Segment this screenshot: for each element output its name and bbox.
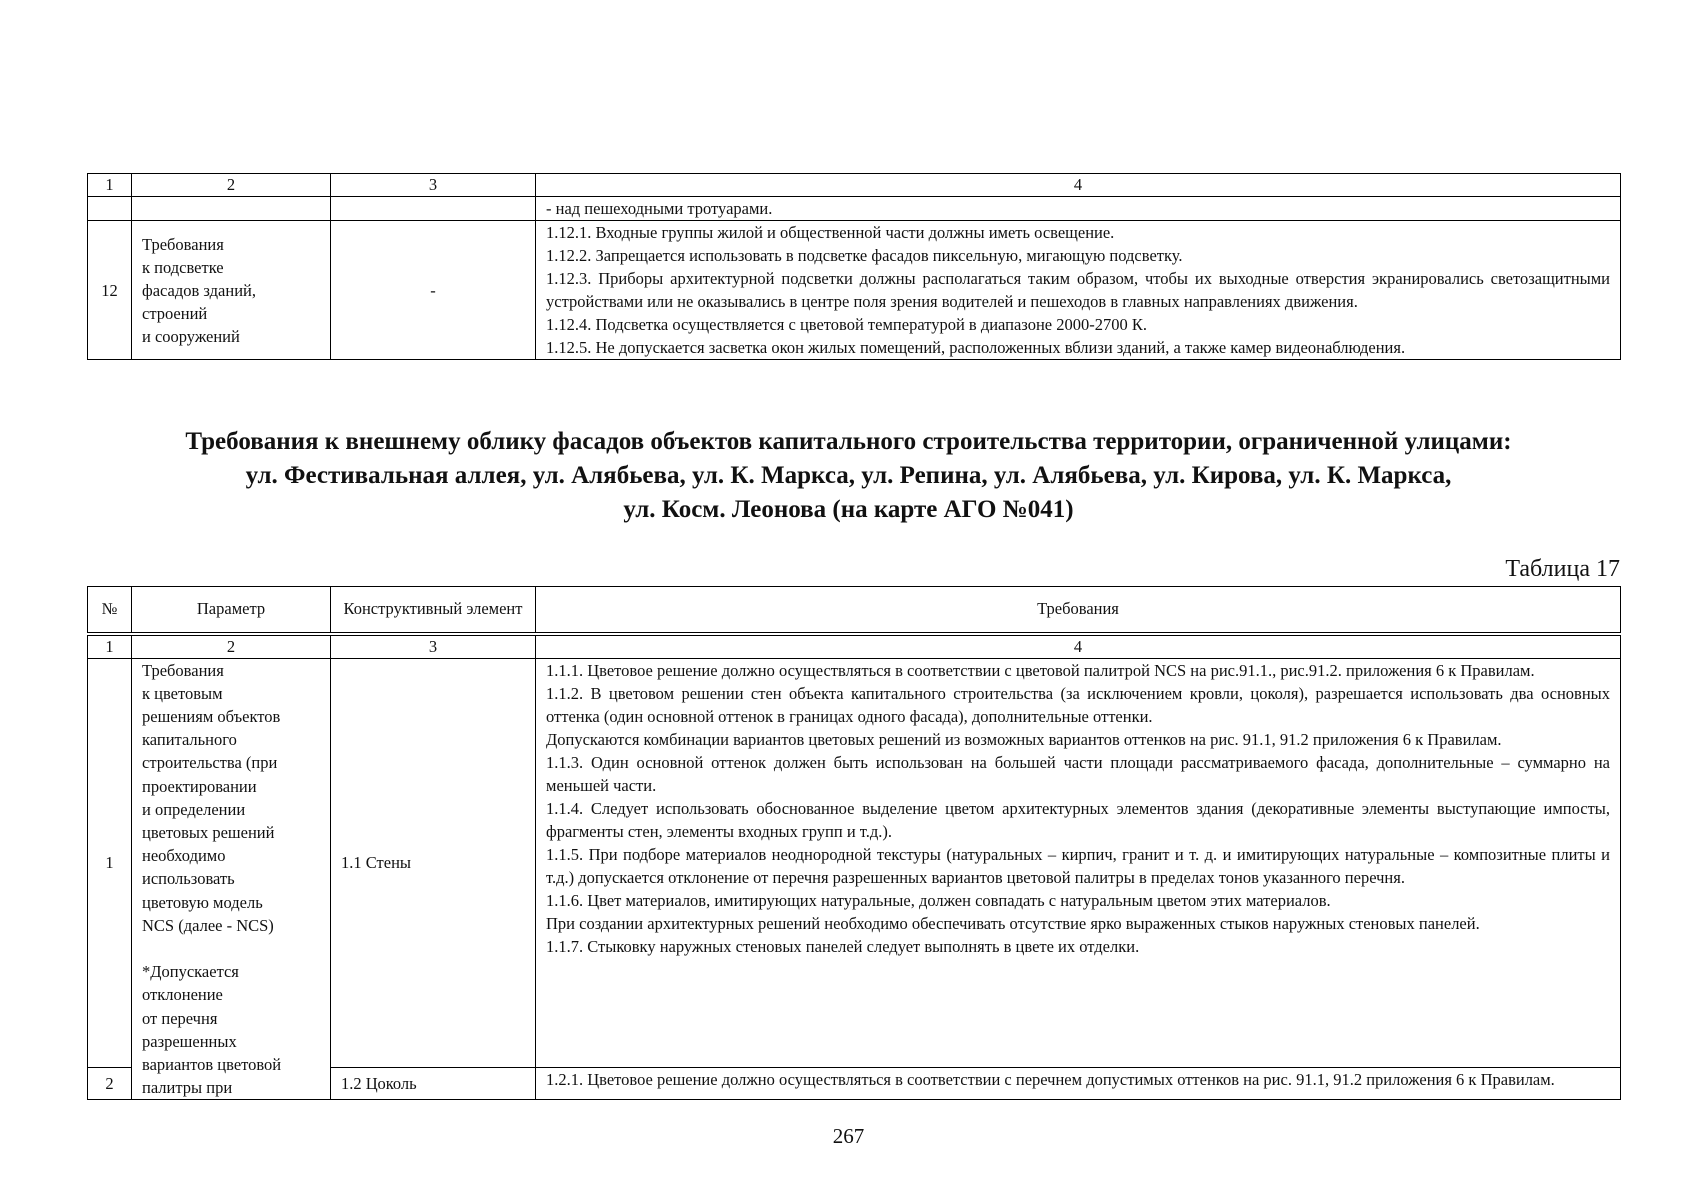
requirement-item: 1.1.5. При подборе материалов неоднородной текстуры (натуральных – кирпич, гранит и т. д. и имитирующих натуральные – композитные плиты и т.д.) допускается отклонение от перечня разрешенных вариантов цветовой палитры в пределах тонов указанного перечня. [546, 844, 1610, 887]
continuation-table [87, 173, 1621, 360]
requirement-item: 1.1.7. Стыковку наружных стеновых панелей следует выполнять в цвете их отделки. [546, 936, 1140, 956]
continuation-cell: - над пешеходными тротуарами. [536, 197, 1621, 221]
header-requirements: Требования [536, 587, 1621, 634]
column-number: 2 [132, 174, 331, 197]
requirement-item: 1.12.2. Запрещается использовать в подсветке фасадов пиксельную, мигающую подсветку. [546, 246, 1183, 265]
table-caption: Таблица 17 [1505, 556, 1620, 582]
column-number: 3 [331, 174, 536, 197]
header-number: № [88, 587, 132, 634]
page-number: 267 [832, 1124, 865, 1148]
requirement-item: 1.12.5. Не допускается засветка окон жилых помещений, расположенных вблизи зданий, а также камер видеонаблюдения. [546, 338, 1406, 357]
row-number: 12 [88, 221, 132, 360]
table-header-row [88, 587, 1621, 634]
table-row-12 [88, 221, 1621, 360]
table-17 [87, 586, 1621, 1100]
column-number: 1 [88, 634, 132, 659]
column-number: 1 [88, 174, 132, 197]
requirement-item: 1.1.2. В цветовом решении стен объекта капитального строительства (за исключением кровли, цоколя), разрешается использовать два основных оттенка (один основной оттенок в границах одного фасада), дополнительные оттенки. [546, 683, 1610, 726]
parameter-cell: Требования к цветовым решениям объектов капитального строительства (при проектировании и определении цветовых решений необходимо использовать цветовую модель NCS (далее - NCS) *Допускается отклонение от перечня разрешенных вариантов цветовой палитры при [132, 658, 331, 1100]
requirements-cell [536, 658, 1621, 1067]
element-cell: - [331, 221, 536, 360]
requirement-item: При создании архитектурных решений необходимо обеспечивать отсутствие ярко выраженных стыков наружных стеновых панелей. [546, 913, 1480, 933]
row-number: 2 [88, 1067, 132, 1100]
requirement-item: 1.12.3. Приборы архитектурной подсветки должны располагаться таким образом, чтобы их выходные отверстия экранировались светозащитными устройствами или не оказывались в центре поля зрения водителей и пешеходов в главных направлениях движения. [546, 269, 1610, 311]
table-row [88, 197, 1621, 221]
requirement-item: 1.1.1. Цветовое решение должно осуществляться в соответствии с цветовой палитрой NCS на рис.91.1., рис.91.2. приложения 6 к Правилам. [546, 660, 1535, 680]
requirement-item: 1.12.1. Входные группы жилой и общественной части должны иметь освещение. [546, 223, 1115, 242]
column-number: 4 [536, 634, 1621, 659]
element-cell: 1.1 Стены [331, 658, 536, 1067]
header-element: Конструктивный элемент [331, 587, 536, 634]
requirements-cell [536, 221, 1621, 360]
requirement-item: 1.12.4. Подсветка осуществляется с цветовой температурой в диапазоне 2000-2700 К. [546, 315, 1148, 334]
requirements-cell [536, 1067, 1621, 1100]
requirement-item: 1.1.4. Следует использовать обоснованное выделение цветом архитектурных элементов здания (декоративные элементы выступающие импосты, фрагменты стен, элементы входных групп и т.д.). [546, 798, 1610, 841]
column-numbering-row [88, 174, 1621, 197]
column-number: 3 [331, 634, 536, 659]
section-heading: Требования к внешнему облику фасадов объектов капитального строительства территории, ограниченной улицами: ул. Фестивальная аллея, ул. Алябьева, ул. К. Маркса, ул. Репина, ул. Алябьева, ул. Кирова, ул. К. Маркса, ул. Косм. Леонова (на карте АГО №041) [185, 428, 1512, 523]
element-cell: 1.2 Цоколь [331, 1067, 536, 1100]
requirement-item: 1.1.6. Цвет материалов, имитирующих натуральные, должен совпадать с натуральным цветом этих материалов. [546, 890, 1331, 910]
requirement-item: Допускаются комбинации вариантов цветовых решений из возможных вариантов оттенков на рис. 91.1, 91.2 приложения 6 к Правилам. [546, 729, 1502, 749]
column-number: 4 [536, 174, 1621, 197]
requirement-item: 1.1.3. Один основной оттенок должен быть использован на большей части площади рассматриваемого фасада, дополнительные – суммарно на меньшей части. [546, 752, 1610, 795]
table-row-1 [88, 658, 1621, 1067]
column-numbering-row [88, 634, 1621, 659]
row-number: 1 [88, 658, 132, 1067]
header-parameter: Параметр [132, 587, 331, 634]
parameter-cell: Требования к подсветке фасадов зданий, строений и сооружений [132, 221, 331, 360]
column-number: 2 [132, 634, 331, 659]
requirement-item: 1.2.1. Цветовое решение должно осуществляться в соответствии с перечнем допустимых оттенков на рис. 91.1, 91.2 приложения 6 к Правилам. [546, 1069, 1555, 1089]
